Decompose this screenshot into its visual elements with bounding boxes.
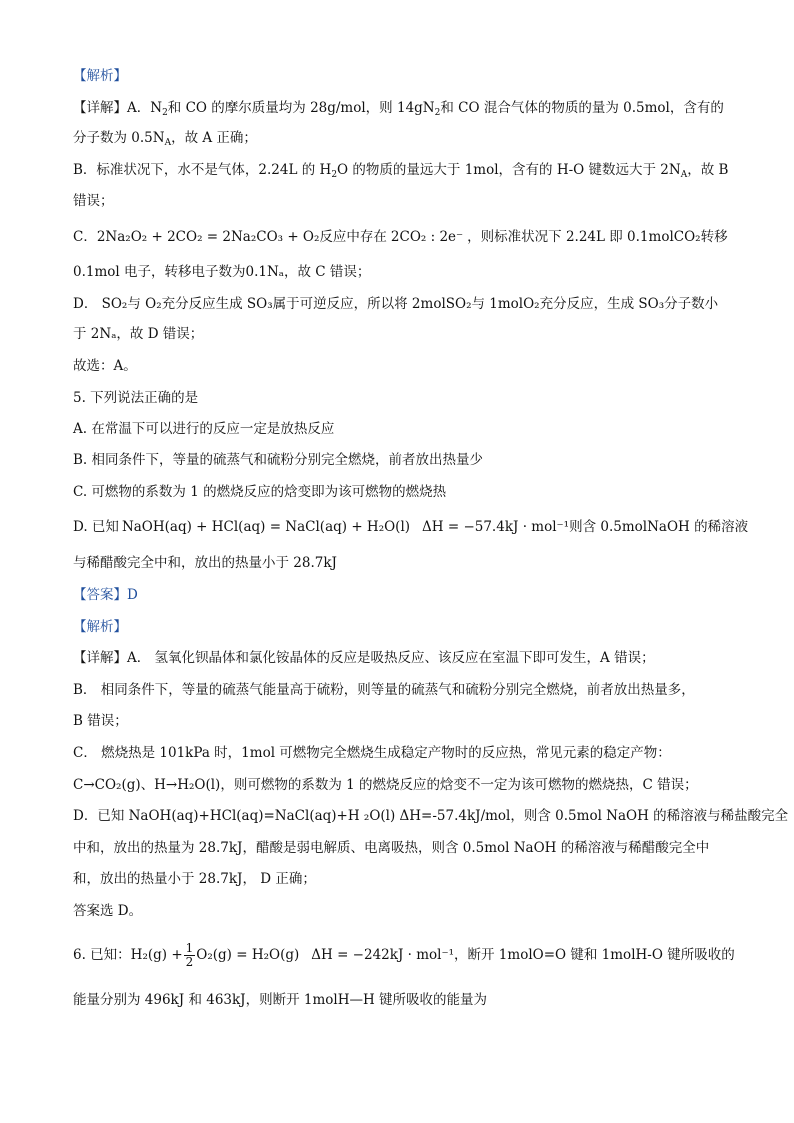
equation-neutralization: NaOH(aq) + HCl(aq) = NaCl(aq) + H₂O(l) <box>121 519 411 535</box>
detail2-line-c: C． 燃烧热是 101kPa 时，1mol 可燃物完全燃烧生成稳定产物时的反应热，常见元素的稳定产物： <box>73 745 671 761</box>
detail2-line-b2: B 错误； <box>73 713 128 729</box>
detail2-line-b: B． 相同条件下，等量的硫蒸气能量高于硫粉，则等量的硫蒸气和硫粉分别完全燃烧，前者放出热量多， <box>73 682 695 698</box>
enthalpy-value-2: ΔH = −242kJ · mol⁻¹ <box>311 947 455 963</box>
detail2-line-a: 【详解】A． 氢氧化钡晶体和氯化铵晶体的反应是吸热反应、该反应在室温下即可发生，A 错误； <box>73 650 655 666</box>
equation-h2-combustion: H₂(g) + $\frac{1}{2}$ O₂(g) = H₂O(g) <box>130 941 300 969</box>
equation-na2o2: 2Na₂O₂ + 2CO₂ = 2Na₂CO₃ + O₂ <box>96 229 320 245</box>
ratio-co2-electron: 2CO₂ : 2e⁻ <box>390 229 464 245</box>
answer-choice: 故选：A。 <box>73 358 137 374</box>
option-a: A. 在常温下可以进行的反应一定是放热反应 <box>73 421 335 437</box>
detail-line-b2: 错误； <box>73 193 114 209</box>
detail2-line-d3: 和，放出的热量小于 28.7kJ， D 正确； <box>73 871 316 887</box>
question-6-stem: 6. 已知：H₂(g) + $\frac{1}{2}$ O₂(g) = H₂O(g) ΔH = −242kJ · mol⁻¹，断开 1molO=O 键和 1molH-O 键所吸收的 <box>73 941 735 969</box>
detail-line-d: D． SO₂与 O₂充分反应生成 SO₃属于可逆反应，所以将 2molSO₂与 1molO₂充分反应，生成 SO₃分子数小 <box>73 296 719 312</box>
question-6-stem-2: 能量分别为 496kJ 和 463kJ，则断开 1molH—H 键所吸收的能量为 <box>73 992 488 1008</box>
enthalpy-value: ΔH = −57.4kJ · mol⁻¹ <box>422 519 570 535</box>
analysis-heading-2: 【解析】 <box>73 619 127 635</box>
detail-line-a2: 分子数为 $0.5N_A$，故 A 正确； <box>73 130 257 148</box>
option-d2: 与稀醋酸完全中和，放出的热量小于 28.7kJ <box>73 555 337 571</box>
detail2-line-d2: 中和，放出的热量为 28.7kJ，醋酸是弱电解质、电离吸热，则含 0.5mol NaOH 的稀溶液与稀醋酸完全中 <box>73 840 710 856</box>
detail-line-b: B．标准状况下，水不是气体，2.24L 的 $H_2O$ 的物质的量远大于 1mol，含有的 H-O 键数远大于 $2N_A$，故 B <box>73 162 729 180</box>
fraction-one-half: $\frac{1}{2}$ <box>185 941 194 969</box>
option-c: C. 可燃物的系数为 1 的燃烧反应的焓变即为该可燃物的燃烧热 <box>73 484 447 500</box>
detail2-line-d: D．已知 NaOH(aq)+HCl(aq)=NaCl(aq)+H ₂O(l) ΔH=-57.4kJ/mol，则含 0.5mol NaOH 的稀溶液与稀盐酸完全 <box>73 808 789 824</box>
detail-line-c: C．2Na₂O₂ + 2CO₂ = 2Na₂CO₃ + O₂反应中存在 2CO₂ : 2e⁻ ，则标准状况下 2.24L 即 0.1molCO₂转移 <box>73 229 728 245</box>
detail-line-c2: 0.1mol 电子，转移电子数为0.1Nₐ，故 C 错误； <box>73 264 371 280</box>
detail-line-a: 【详解】A．$N_2$和 CO 的摩尔质量均为 28g/mol，则 $14gN_2$和 CO 混合气体的物质的量为 0.5mol，含有的 <box>73 100 724 118</box>
question-5-stem: 5. 下列说法正确的是 <box>73 390 199 406</box>
option-d: D. 已知 NaOH(aq) + HCl(aq) = NaCl(aq) + H₂O(l) ΔH = −57.4kJ · mol⁻¹则含 0.5molNaOH 的稀溶液 <box>73 519 749 535</box>
analysis-heading: 【解析】 <box>73 68 127 84</box>
option-b: B. 相同条件下，等量的硫蒸气和硫粉分别完全燃烧，前者放出热量少 <box>73 452 484 468</box>
final-answer: 答案选 D。 <box>73 903 143 919</box>
detail-line-d2: 于 2Nₐ，故 D 错误； <box>73 326 204 342</box>
answer-heading: 【答案】D <box>73 587 138 603</box>
detail2-line-c2: C→CO₂(g)、H→H₂O(l)，则可燃物的系数为 1 的燃烧反应的焓变不一定为该可燃物的燃烧热，C 错误； <box>73 777 698 793</box>
